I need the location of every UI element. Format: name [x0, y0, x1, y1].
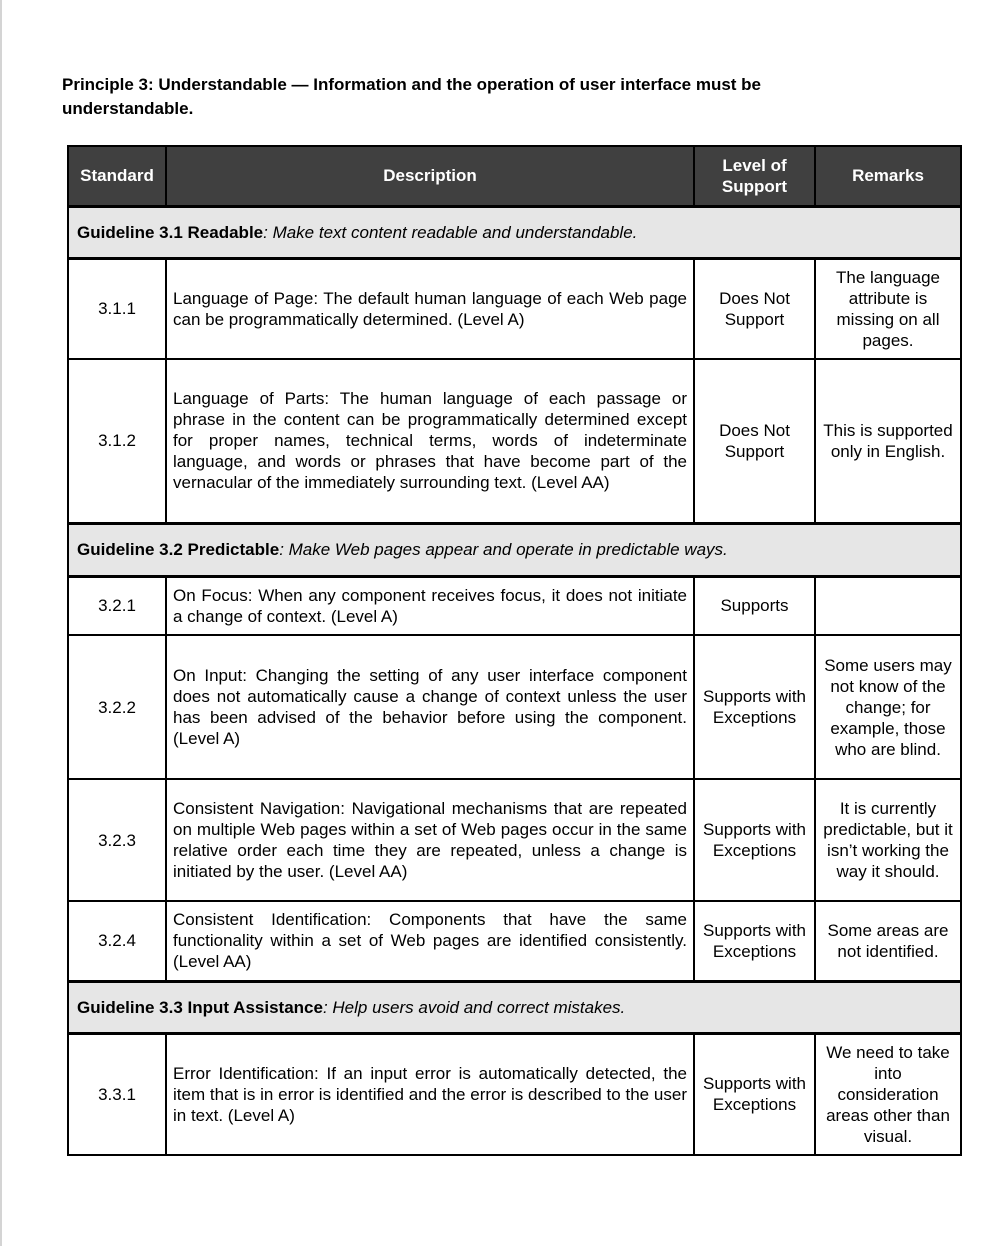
description-cell: Error Identification: If an input error is automatically detected, the item that is in error is identified and the error is described to the user in text. (Level A) — [166, 1033, 694, 1155]
table-row — [68, 901, 961, 981]
page-edge — [0, 0, 2, 1246]
remarks-cell: It is currently predictable, but it isn’t working the way it should. — [815, 779, 961, 901]
table-row — [68, 258, 961, 359]
table-row — [68, 779, 961, 901]
guideline-summary: : Help users avoid and correct mistakes. — [322, 997, 626, 1017]
description-cell: Language of Page: The default human language of each Web page can be programmatically determined. (Level A) — [166, 258, 694, 359]
standard-cell: 3.2.2 — [68, 635, 166, 779]
level-cell: Supports — [694, 576, 815, 635]
standard-cell: 3.3.1 — [68, 1033, 166, 1155]
guideline-row — [68, 981, 961, 1033]
guideline-row — [68, 206, 961, 258]
guideline-row — [68, 523, 961, 576]
principle-heading: Principle 3: Understandable — Information and the operation of user interface must be understandable. — [62, 75, 762, 118]
guideline-title: Guideline 3.3 Input Assistance — [77, 997, 323, 1017]
table-row — [68, 1033, 961, 1155]
description-cell: On Focus: When any component receives focus, it does not initiate a change of context. (Level A) — [166, 576, 694, 635]
remarks-cell: Some users may not know of the change; for example, those who are blind. — [815, 635, 961, 779]
level-cell: Does Not Support — [694, 359, 815, 523]
remarks-cell — [815, 576, 961, 635]
guideline-title: Guideline 3.2 Predictable — [77, 540, 280, 559]
remarks-cell: The language attribute is missing on all pages. — [815, 258, 961, 359]
level-cell: Supports with Exceptions — [694, 779, 815, 901]
level-cell: Supports with Exceptions — [694, 901, 815, 981]
standard-cell: 3.1.1 — [68, 258, 166, 359]
level-cell: Supports with Exceptions — [694, 635, 815, 779]
description-cell: On Input: Changing the setting of any user interface component does not automatically cause a change of context unless the user has been advised of the behavior before using the component. (Level A) — [166, 635, 694, 779]
standard-cell: 3.1.2 — [68, 359, 166, 523]
standard-cell: 3.2.4 — [68, 901, 166, 981]
guideline-cell — [68, 206, 961, 258]
level-cell: Does Not Support — [694, 258, 815, 359]
remarks-cell: Some areas are not identified. — [815, 901, 961, 981]
standard-cell: 3.2.3 — [68, 779, 166, 901]
guideline-cell — [68, 523, 961, 576]
description-cell: Language of Parts: The human language of each passage or phrase in the content can be programmatically determined except for proper names, technical terms, words of indeterminate language, and words or phrases that have become part of the vernacular of the immediately surrounding text. (Level AA) — [166, 359, 694, 523]
remarks-cell: We need to take into consideration areas other than visual. — [815, 1033, 961, 1155]
guideline-cell — [68, 981, 961, 1033]
guideline-summary: : Make Web pages appear and operate in predictable ways. — [279, 540, 728, 559]
table-row — [68, 359, 961, 523]
table-row — [68, 635, 961, 779]
guideline-summary: : Make text content readable and understandable. — [263, 222, 638, 242]
remarks-cell: This is supported only in English. — [815, 359, 961, 523]
conformance-table — [67, 145, 962, 1156]
header-standard: Standard — [68, 146, 166, 206]
table-row — [68, 576, 961, 635]
standard-cell: 3.2.1 — [68, 576, 166, 635]
guideline-title: Guideline 3.1 Readable — [77, 222, 264, 242]
description-cell: Consistent Navigation: Navigational mechanisms that are repeated on multiple Web pages within a set of Web pages occur in the same relative order each time they are repeated, unless a change is initiated by the user. (Level AA) — [166, 779, 694, 901]
description-cell: Consistent Identification: Components that have the same functionality within a set of Web pages are identified consistently. (Level AA) — [166, 901, 694, 981]
header-remarks: Remarks — [815, 146, 961, 206]
level-cell: Supports with Exceptions — [694, 1033, 815, 1155]
header-description: Description — [166, 146, 694, 206]
header-row — [68, 146, 961, 206]
header-level: Level of Support — [694, 146, 815, 206]
